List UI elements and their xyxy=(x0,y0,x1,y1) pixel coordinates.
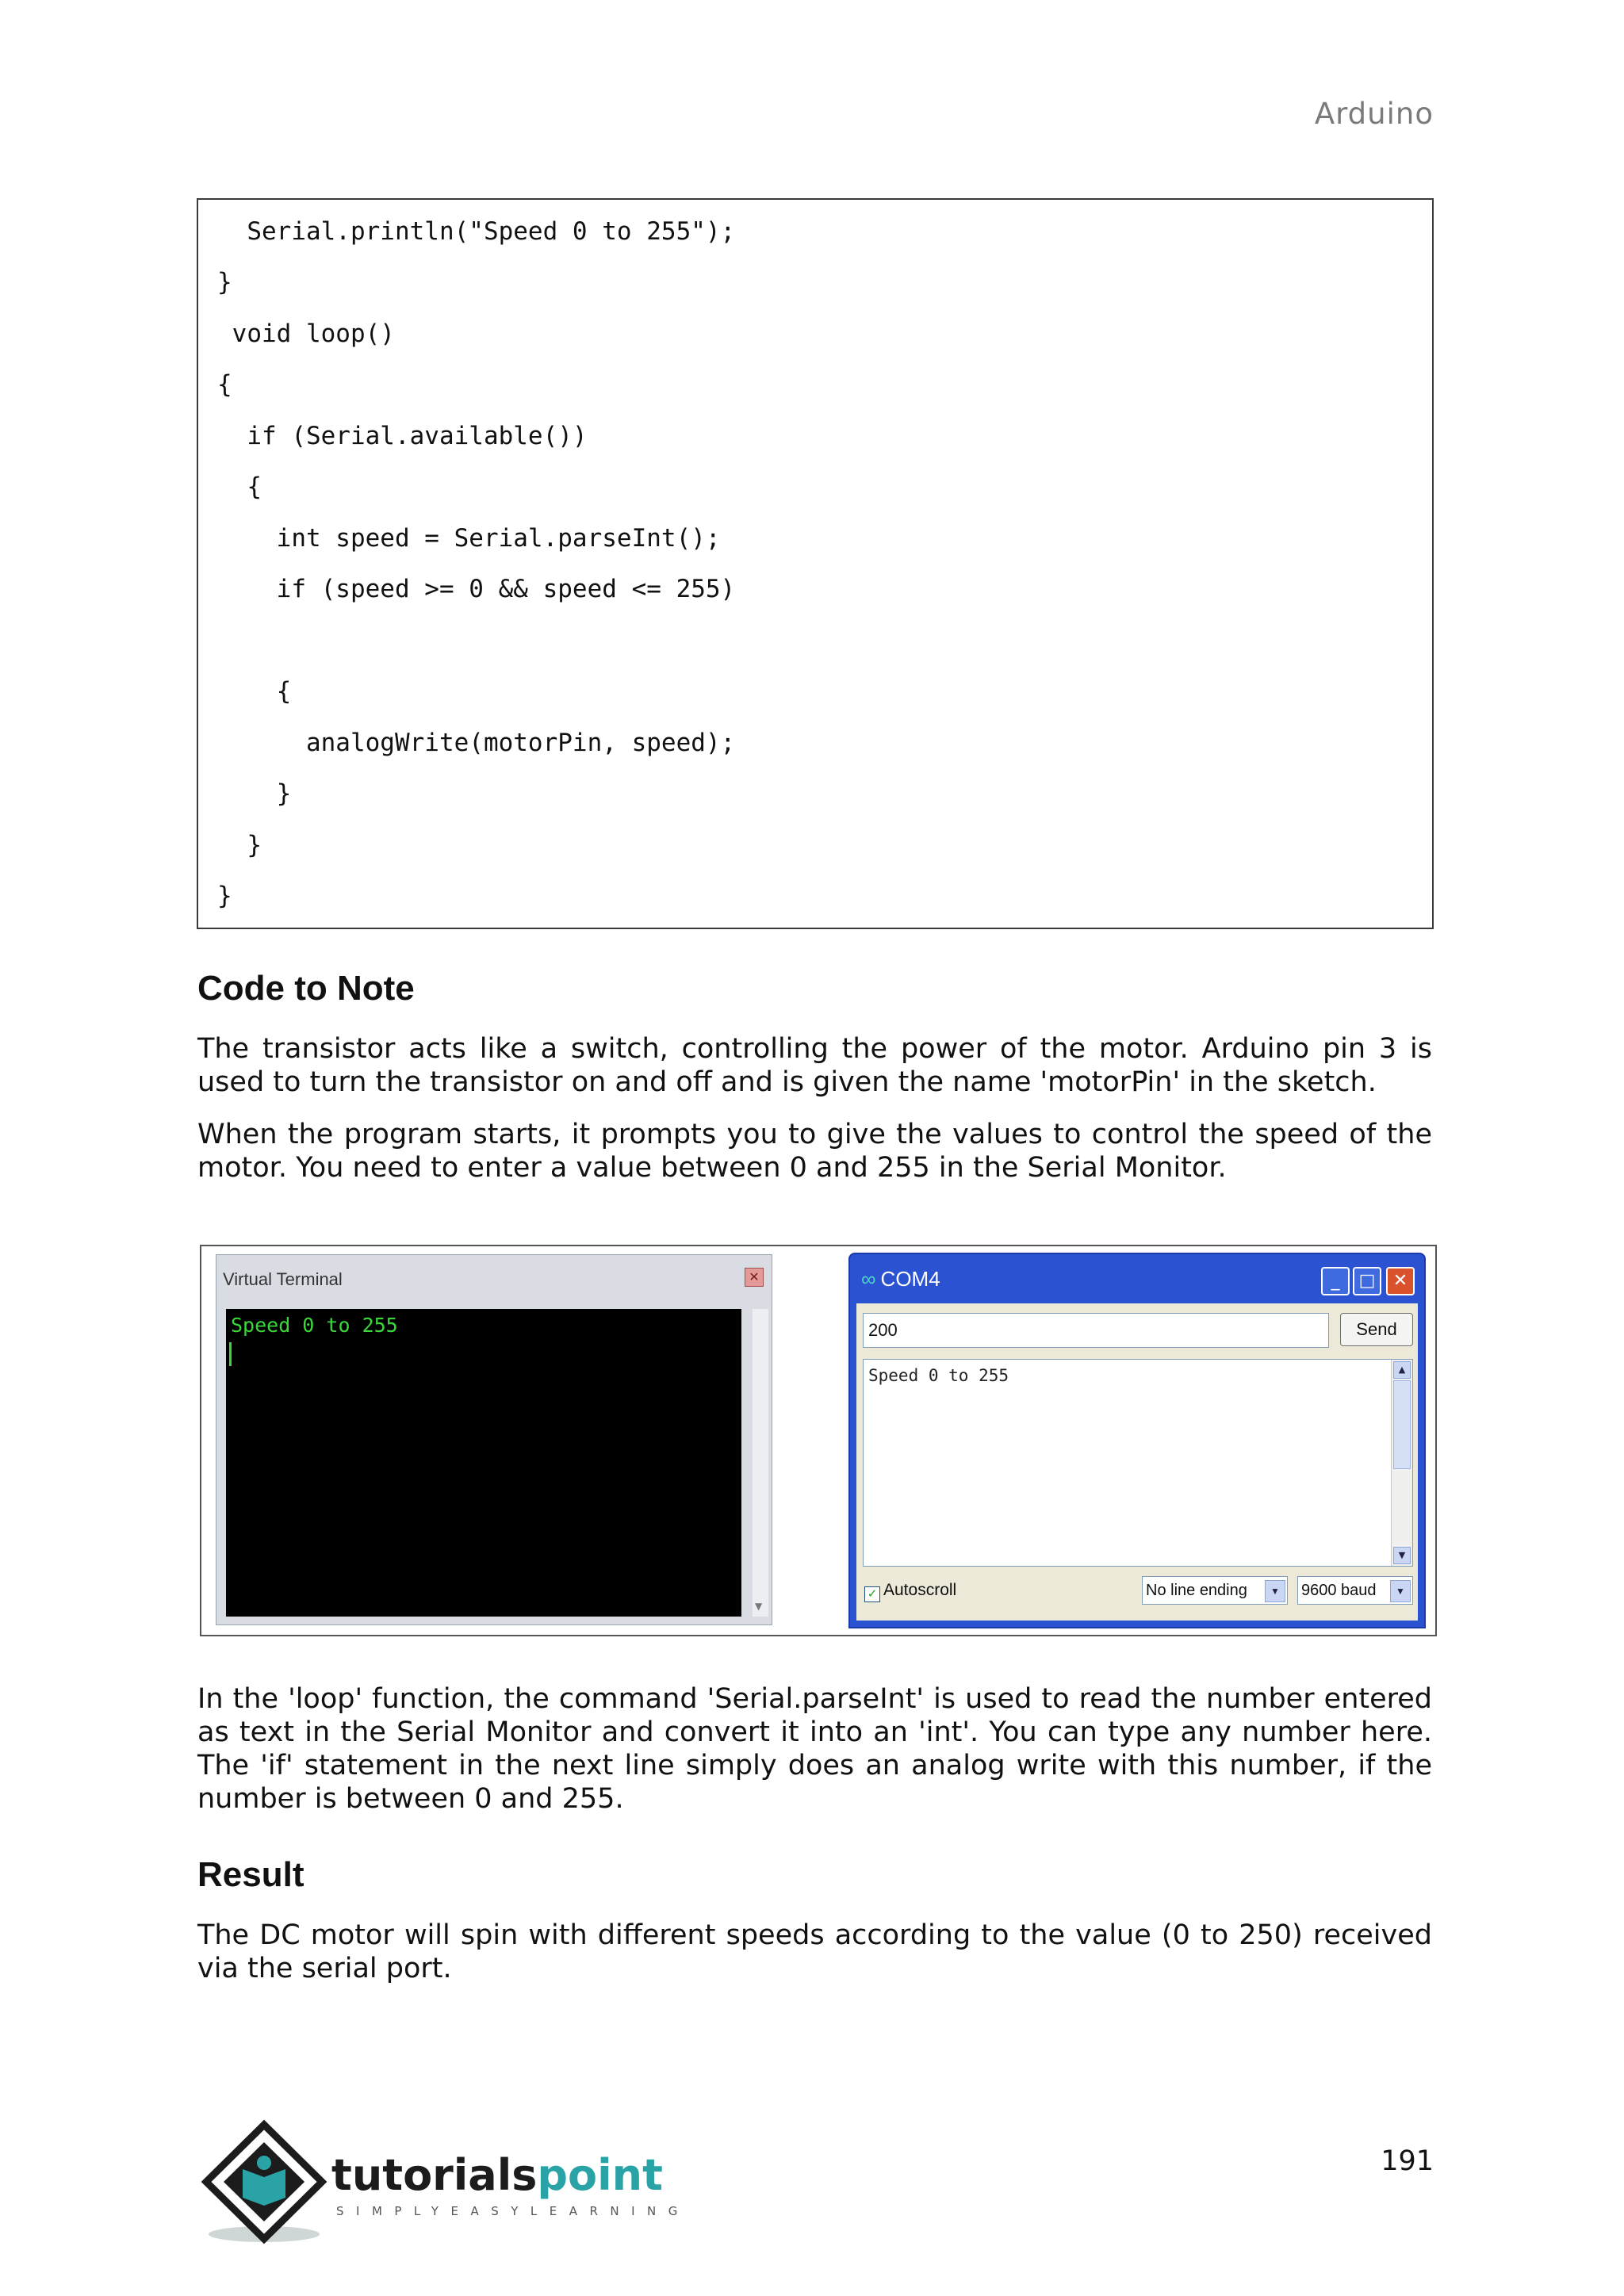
code-line: { xyxy=(217,677,292,706)
section-heading-result: Result xyxy=(197,1855,304,1894)
serial-monitor-body xyxy=(856,1303,1418,1621)
code-line: void loop() xyxy=(217,320,395,348)
arduino-logo-icon: ∞ xyxy=(861,1267,876,1291)
terminal-screen xyxy=(226,1309,741,1617)
code-line: } xyxy=(217,779,292,808)
paragraph: The DC motor will spin with different speeds according to the value (0 to 250) received via the serial port. xyxy=(197,1919,1432,1984)
text-cursor xyxy=(229,1342,232,1366)
section-heading-code-to-note: Code to Note xyxy=(197,969,415,1008)
output-scrollbar[interactable] xyxy=(1391,1360,1412,1566)
maximize-button[interactable]: □ xyxy=(1353,1267,1381,1295)
paragraph: In the 'loop' function, the command 'Serial.parseInt' is used to read the number entered as text in the Serial Monitor and convert it into an 'int'. You can type any number here. The 'if' statement in the next line simply does an analog write with this number, if the number is between 0 and 255. xyxy=(197,1683,1432,1815)
chevron-down-icon[interactable]: ▼ xyxy=(1390,1580,1411,1602)
serial-input[interactable]: 200 xyxy=(863,1313,1329,1348)
logo-tagline: SIMPLYEASYLEARNING xyxy=(336,2204,690,2218)
paragraph: The transistor acts like a switch, controlling the power of the motor. Arduino pin 3 is used to turn the transistor on and off and is given the name 'motorPin' in the sketch. xyxy=(197,1033,1432,1098)
code-line: } xyxy=(217,831,262,859)
code-line: } xyxy=(217,882,232,910)
code-line: if (speed >= 0 && speed <= 255) xyxy=(217,575,736,603)
send-button[interactable]: Send xyxy=(1340,1313,1413,1346)
chevron-up-icon[interactable]: ▲ xyxy=(1393,1361,1411,1379)
code-line: { xyxy=(217,370,232,399)
serial-output-text: Speed 0 to 255 xyxy=(868,1366,1009,1385)
code-line: int speed = Serial.parseInt(); xyxy=(217,524,721,553)
code-line: } xyxy=(217,268,232,297)
virtual-terminal-title: Virtual Terminal xyxy=(223,1269,343,1289)
serial-monitor-figure xyxy=(200,1245,1437,1636)
close-icon[interactable]: ✕ xyxy=(745,1268,764,1287)
code-line: Serial.println("Speed 0 to 255"); xyxy=(217,217,736,246)
autoscroll-label: Autoscroll xyxy=(883,1581,957,1599)
code-line: analogWrite(motorPin, speed); xyxy=(217,729,736,757)
chevron-down-icon[interactable]: ▼ xyxy=(1265,1580,1285,1602)
autoscroll-checkbox[interactable] xyxy=(864,1581,956,1602)
page-number: 191 xyxy=(1381,2145,1434,2177)
terminal-output: Speed 0 to 255 xyxy=(231,1314,398,1337)
close-button[interactable]: ✕ xyxy=(1386,1267,1415,1295)
logo-text: tutorialspoint xyxy=(331,2150,663,2200)
tutorialspoint-logo xyxy=(197,2118,690,2245)
serial-monitor-window xyxy=(848,1253,1426,1628)
serial-output xyxy=(863,1359,1413,1567)
code-block xyxy=(197,198,1434,929)
terminal-scrollbar[interactable] xyxy=(753,1309,768,1617)
minimize-button[interactable]: _ xyxy=(1321,1267,1350,1295)
chevron-down-icon[interactable]: ▼ xyxy=(1393,1547,1411,1564)
header-title: Arduino xyxy=(1314,97,1434,131)
window-title xyxy=(861,1267,940,1292)
window-title-text: COM4 xyxy=(880,1267,940,1291)
checkmark-icon[interactable]: ✓ xyxy=(864,1586,880,1602)
virtual-terminal-window xyxy=(216,1254,772,1625)
line-ending-select[interactable] xyxy=(1142,1576,1288,1605)
code-line: if (Serial.available()) xyxy=(217,422,588,450)
baud-rate-value: 9600 baud xyxy=(1301,1582,1377,1599)
code-line: { xyxy=(217,473,262,501)
paragraph: When the program starts, it prompts you to give the values to control the speed of the motor. You need to enter a value between 0 and 255 in the Serial Monitor. xyxy=(197,1119,1432,1184)
chevron-down-icon[interactable]: ▼ xyxy=(755,1601,763,1612)
logo-head xyxy=(257,2156,271,2170)
line-ending-value: No line ending xyxy=(1146,1582,1247,1599)
baud-rate-select[interactable] xyxy=(1297,1576,1413,1605)
scrollbar-thumb[interactable] xyxy=(1393,1380,1411,1469)
